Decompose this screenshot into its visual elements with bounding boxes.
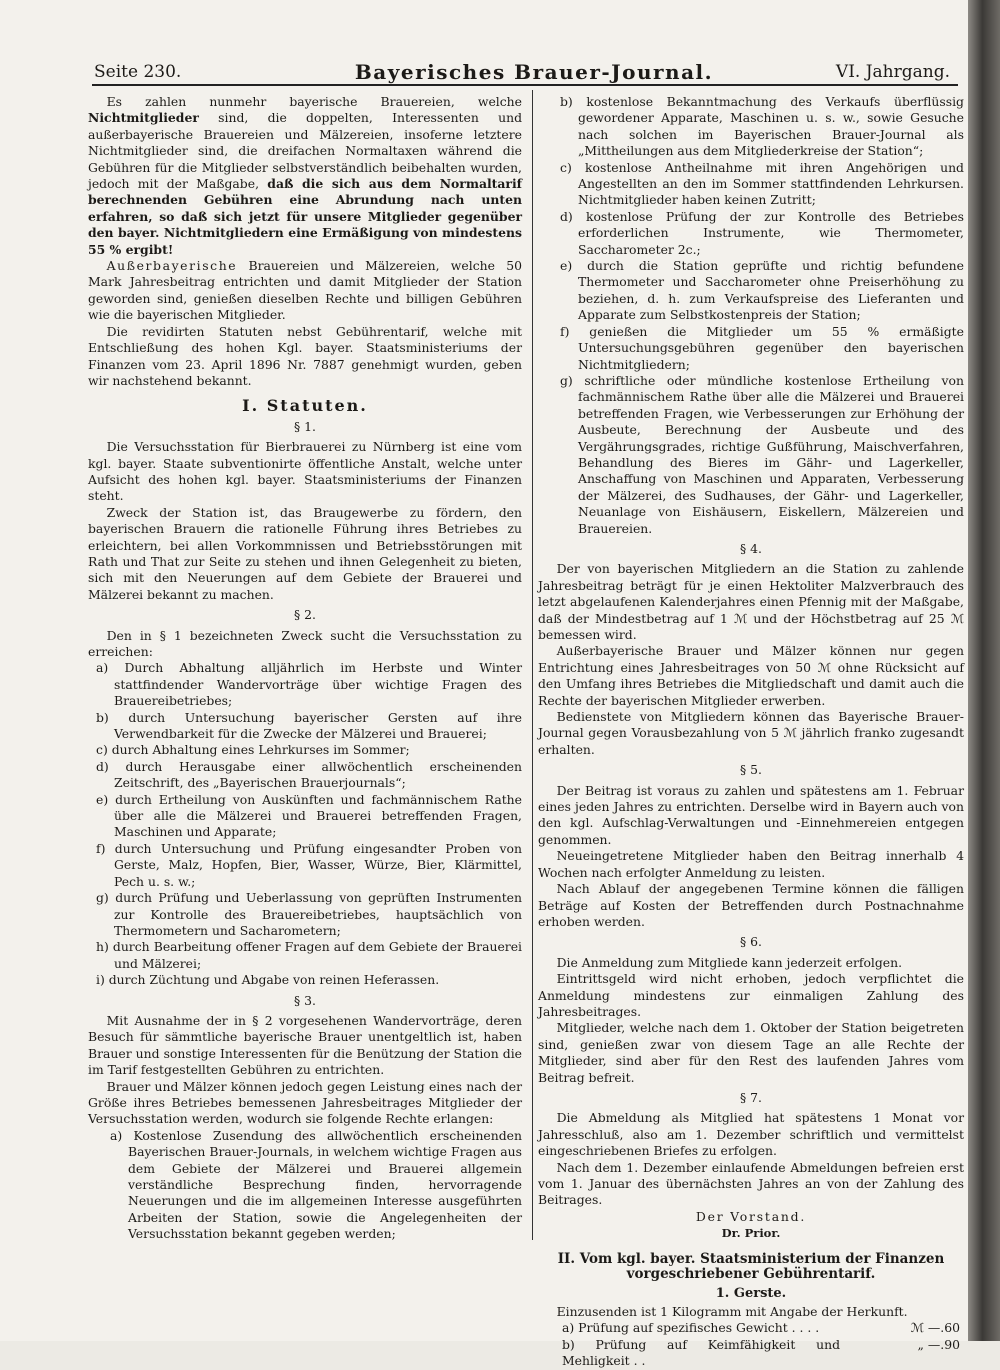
section-7-mark: § 7. <box>740 1089 762 1105</box>
header-rule <box>92 84 958 86</box>
statuten-heading: I. Statuten. <box>242 396 368 416</box>
section-6-paragraph-1: Die Anmeldung zum Mitgliede kann jederzeit erfolgen. <box>556 954 903 970</box>
section-2-item-c: c) durch Abhaltung eines Lehrkurses im Sommer; <box>96 742 410 758</box>
intro-paragraph-3: Die revidirten Statuten nebst Gebührentarif, welche mit Entschließung des hohen Kgl. bayer. Staatsministeriums der Finanzen vom 23. April 1896 Nr. 7887 genehmigt wurden, geben wir nachstehend bekannt. <box>88 323 522 388</box>
section-6-paragraph-2: Eintrittsgeld wird nicht erhoben, jedoch verpflichtet die Anmeldung mindestens zur einmaligen Zahlung des Jahresbeitrages. <box>538 971 964 1019</box>
section-6-mark: § 6. <box>740 934 762 950</box>
section-3-item-a: a) Kostenlose Zusendung des allwöchentlich erscheinenden Bayerischen Brauer-Journals, in welchem wichtige Fragen aus dem Gebiete der Mälzerei und Brauerei allgemein verständliche Besprechung finden, hervorragende Neuerungen und die im allgemeinen Interesse ausgeführten Arbeiten der Station, sowie die Angelegenheiten der Versuchsstation bekannt gegeben werden; <box>110 1127 522 1242</box>
column-divider <box>532 90 533 1240</box>
section-4-paragraph-1: Der von bayerischen Mitgliedern an die Station zu zahlende Jahresbeitrag beträgt für je einen Hektoliter Malzverbrauch des letzt abgelaufenen Kalenderjahres einen Pfennig mit der Maßgabe, daß der Mindestbetrag auf 1 ℳ und der Höchstbetrag auf 25 ℳ bemessen wird. <box>538 561 964 642</box>
tarif-row <box>538 1337 964 1370</box>
section-1-mark: § 1. <box>294 418 316 434</box>
tarif-row-price: ℳ —.60 <box>910 1320 960 1336</box>
section-3-list-left <box>88 1128 522 1243</box>
section-3-item-g: g) schriftliche oder mündliche kostenlose Ertheilung von fachmännischem Rathe über alle die Mälzerei und Brauerei betreffenden Fragen, wie Verbesserungen zur Erhöhung der Ausbeute, Berechnung der Ausbeute und des Vergährungsgrades, richtige Gußführung, Maischverfahren, Behandlung des Bieres im Gähr- und Lagerkeller, Anschaffung von Maschinen und Apparaten, Verbesserung der Mälzerei, des Sudhauses, der Gähr- und Lagerkeller, Neuanlage von Eishäusern, Eiskellern, Mälzereien und Brauereien. <box>560 372 964 536</box>
tarif-row <box>538 1320 964 1336</box>
right-column <box>538 94 964 1370</box>
section-5-paragraph-1: Der Beitrag ist voraus zu zahlen und spätestens am 1. Februar eines jeden Jahres zu entrichten. Derselbe wird in Bayern auch von den kgl. Aufschlag-Verwaltungen und -Einnehmereien entgegen genommen. <box>538 782 964 847</box>
section-1-paragraph-2: Zweck der Station ist, das Braugewerbe zu fördern, den bayerischen Brauern die rationelle Führung ihres Betriebes zu erleichtern, bei allen Vorkommnissen und Betriebsstörungen mit Rath und That zur Seite zu stehen und ihnen Gelegenheit zu bieten, sich mit den Neuerungen auf dem Gebiete der Brauerei und Mälzerei bekannt zu machen. <box>88 504 522 602</box>
journal-title: Bayerisches Brauer-Journal. <box>354 60 714 84</box>
section-4-paragraph-3: Bedienstete von Mitgliedern können das Bayerische Brauer-Journal gegen Vorausbezahlung von 5 ℳ jährlich franko zugesandt erhalten. <box>538 709 964 757</box>
section-3-paragraph-2: Brauer und Mälzer können jedoch gegen Leistung eines nach der Größe ihres Betriebes bemessenen Jahresbeitrages Mitglieder der Versuchsstation werden, wodurch sie folgende Rechte erlangen: <box>88 1078 522 1127</box>
signature-title: Der Vorstand. <box>695 1208 807 1224</box>
tarif-heading: II. Vom kgl. bayer. Staatsministerium der Finanzen vorgeschriebener Gebührentarif. <box>557 1250 945 1282</box>
section-5-paragraph-2: Neueingetretene Mitglieder haben den Beitrag innerhalb 4 Wochen nach erfolgter Anmeldung zu leisten. <box>538 848 964 880</box>
section-3-mark: § 3. <box>294 992 316 1008</box>
section-6-paragraph-3: Mitglieder, welche nach dem 1. Oktober der Station beigetreten sind, genießen zwar von diesem Tage an alle Rechte der Mitglieder, sind aber für den Rest des laufenden Jahres vom Beitrag befreit. <box>538 1020 964 1085</box>
page-number: Seite 230. <box>94 62 182 82</box>
section-2-list <box>88 660 522 988</box>
section-4-paragraph-2: Außerbayerische Brauer und Mälzer können nur gegen Entrichtung eines Jahresbeitrages von 50 ℳ ohne Rücksicht auf den Umfang ihres Betriebes die Mitgliedschaft und damit auch die Rechte der bayerischen Mitglieder erwerben. <box>538 643 964 708</box>
section-3-item-e: e) durch die Station geprüfte und richtig befundene Thermometer und Saccharometer ohne Preiserhöhung zu beziehen, d. h. zum Verkaufspreise des Lieferanten und Apparate zum Selbstkostenpreis der Station; <box>560 258 964 323</box>
section-7-paragraph-2: Nach dem 1. Dezember einlaufende Abmeldungen befreien erst vom 1. Januar des übernächsten Jahres an von der Zahlung des Beitrages. <box>538 1159 964 1208</box>
intro-paragraph-1: Es zahlen nunmehr bayerische Brauereien, welche Nichtmitglieder sind, die doppelten, Interessenten und außerbayerische Brauereien und Mälzereien, insoferne letztere Nichtmitglieder sind, die dreifachen Normaltaxen während die Gebühren für die Mitglieder selbstverständlich beibehalten wurden, jedoch mit der Maßgabe, daß die sich aus dem Normaltarif berechnenden Gebühren eine Abrundung nach unten erfahren, so daß sich jetzt für unsere Mitglieder gegenüber den bayer. Nichtmitgliedern eine Ermäßigung von mindestens 55 % ergibt! <box>88 94 522 257</box>
section-7-paragraph-1: Die Abmeldung als Mitglied hat spätestens 1 Monat vor Jahresschluß, also am 1. Dezember schriftlich und vermittelst eingeschriebenen Briefes zu erfolgen. <box>538 1110 964 1159</box>
section-2-intro: Den in § 1 bezeichneten Zweck sucht die Versuchsstation zu erreichen: <box>88 627 522 659</box>
tarif-row-price: „ —.90 <box>917 1336 960 1352</box>
section-2-item-i: i) durch Züchtung und Abgabe von reinen Heferassen. <box>96 972 440 988</box>
section-5-paragraph-3: Nach Ablauf der angegebenen Termine können die fälligen Beträge auf Kosten der Betreffenden durch Postnachnahme erhoben werden. <box>538 881 964 929</box>
section-2-mark: § 2. <box>294 607 316 623</box>
section-3-item-f: f) genießen die Mitglieder um 55 % ermäßigte Untersuchungsgebühren gegenüber den bayerischen Nichtmitgliedern; <box>560 323 964 372</box>
section-2-item-e: e) durch Ertheilung von Auskünften und fachmännischem Rathe über alle die Mälzerei und Brauerei betreffenden Fragen, Maschinen und Apparate; <box>96 791 522 840</box>
signature-block <box>538 1209 964 1242</box>
section-3-paragraph-1: Mit Ausnahme der in § 2 vorgesehenen Wandervorträge, deren Besuch für sämmtliche bayerische Brauer unentgeltlich ist, haben Brauer und sonstige Interessenten für die Benützung der Station die im Tarif festgestellten Gebühren zu entrichten. <box>88 1012 522 1078</box>
section-2-item-a: a) Durch Abhaltung alljährlich im Herbste und Winter stattfindender Wandervorträge über wichtige Fragen des Brauereibetriebes; <box>96 660 522 709</box>
tarif-intro: Einzusenden ist 1 Kilogramm mit Angabe der Herkunft. <box>556 1304 908 1320</box>
signature-name: Dr. Prior. <box>721 1226 781 1241</box>
section-3-item-d: d) kostenlose Prüfung der zur Kontrolle des Betriebes erforderlichen Instrumente, wie Thermometer, Saccharometer 2c.; <box>560 208 964 257</box>
tarif-subheading: 1. Gerste. <box>715 1285 787 1301</box>
intro-paragraph-2: Außerbayerische Brauereien und Mälzereien, welche 50 Mark Jahresbeitrag entrichten und damit Mitglieder der Station geworden sind, genießen dieselben Rechte und billigen Gebühren wie die bayerischen Mitglieder. <box>88 258 522 323</box>
tarif-row-label: b) Prüfung auf Keimfähigkeit und Mehligkeit . . <box>562 1336 840 1369</box>
scan-edge-shadow <box>968 0 1000 1341</box>
section-1-paragraph-1: Die Versuchsstation für Bierbrauerei zu Nürnberg ist eine vom kgl. bayer. Staate subventionirte öffentliche Anstalt, welche unter Aufsicht des hohen kgl. bayer. Staatsministeriums der Finanzen steht. <box>88 439 522 504</box>
section-2-item-g: g) durch Prüfung und Ueberlassung von geprüften Instrumenten zur Kontrolle des Brauereibetriebes, hauptsächlich von Thermometern und Sacharometern; <box>96 890 522 938</box>
volume-label: VI. Jahrgang. <box>835 62 950 82</box>
section-5-mark: § 5. <box>740 762 762 778</box>
section-2-item-d: d) durch Herausgabe einer allwöchentlich erscheinenden Zeitschrift, des „Bayerischen Brauerjournals“; <box>96 758 522 791</box>
section-2-item-b: b) durch Untersuchung bayerischer Gersten auf ihre Verwendbarkeit für die Zwecke der Mälzerei und Brauerei; <box>96 709 522 742</box>
section-2-item-h: h) durch Bearbeitung offener Fragen auf dem Gebiete der Brauerei und Mälzerei; <box>96 939 522 971</box>
left-column <box>88 94 522 1243</box>
section-3-item-b: b) kostenlose Bekanntmachung des Verkaufs überflüssig gewordener Apparate, Maschinen u. s. w., sowie Gesuche nach solchen im Bayerischen Brauer-Journal als „Mittheilungen aus dem Mitgliederkreise der Station“; <box>560 94 964 159</box>
section-3-item-c: c) kostenlose Antheilnahme mit ihren Angehörigen und Angestellten an den im Sommer stattfindenden Lehrkursen. Nichtmitglieder haben keinen Zutritt; <box>560 159 964 208</box>
section-3-list-right <box>538 94 964 537</box>
tarif-row-label: a) Prüfung auf spezifisches Gewicht . . . . <box>562 1320 820 1336</box>
section-4-mark: § 4. <box>740 540 762 556</box>
section-2-item-f: f) durch Untersuchung und Prüfung eingesandter Proben von Gerste, Malz, Hopfen, Bier, Wasser, Würze, Bier, Klärmittel, Pech u. s. w.; <box>96 840 522 889</box>
